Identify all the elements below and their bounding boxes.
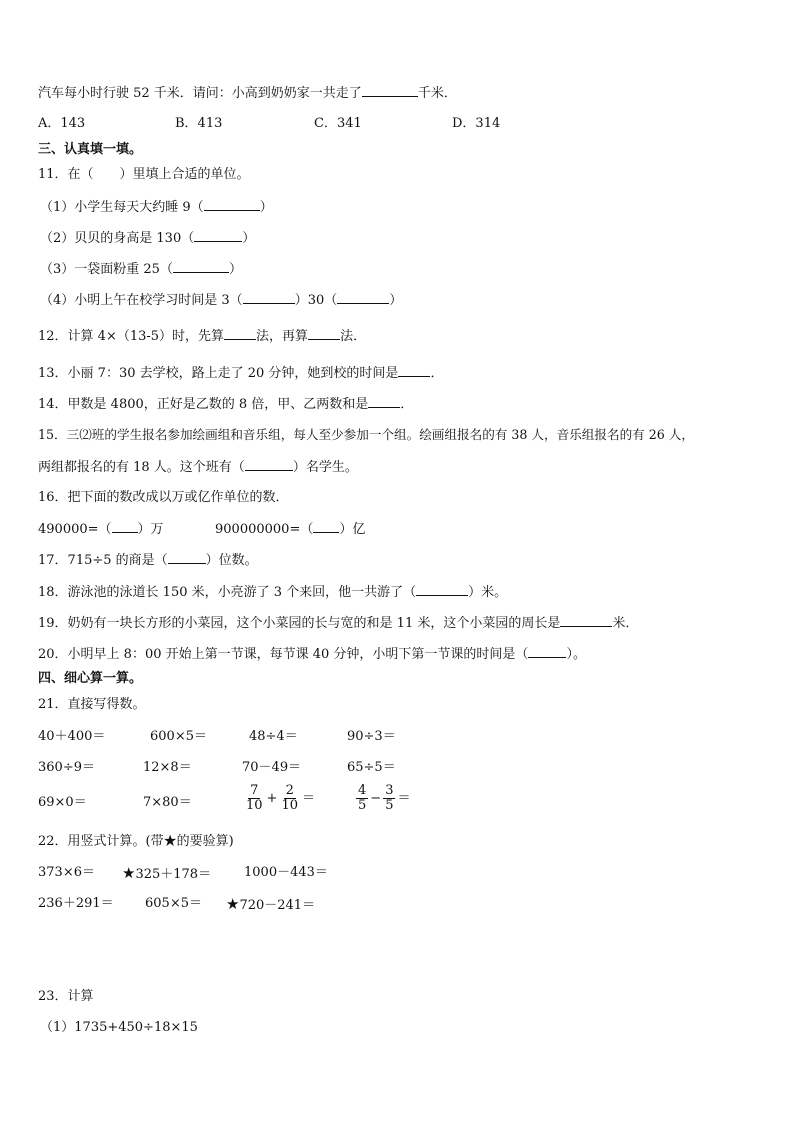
question-11-item-2 xyxy=(40,229,255,248)
question-15-line-1: 15．三⑵班的学生报名参加绘画组和音乐组，每人至少参加一个组。绘画组报名的有 38 人，音乐组报名的有 26 人， xyxy=(38,427,694,442)
answer-blank[interactable] xyxy=(528,645,566,658)
question-text: ）米。 xyxy=(468,585,508,600)
question-11-item-1 xyxy=(40,198,273,217)
question-text: 18．游泳池的泳道长 150 米，小亮游了 3 个来回，他一共游了（ xyxy=(38,585,417,600)
calc-item: 605×5＝ xyxy=(145,896,202,911)
fraction xyxy=(242,784,267,813)
equals-sign: ＝ xyxy=(302,791,316,806)
numerator: 2 xyxy=(285,783,294,798)
fraction xyxy=(354,784,370,813)
question-text: 20．小明早上 8：00 开始上第一节课，每节课 40 分钟，小明下第一节课的时间是（ xyxy=(38,647,529,662)
option-a[interactable]: A．143 xyxy=(38,116,86,131)
answer-blank[interactable] xyxy=(245,458,293,471)
denominator: 10 xyxy=(281,798,298,813)
calc-text: 720－241＝ xyxy=(239,898,316,913)
answer-blank[interactable] xyxy=(368,395,400,408)
item-text: （1）小学生每天大约睡 9（ xyxy=(40,200,204,215)
calc-item: 236＋291＝ xyxy=(38,896,114,911)
answer-blank[interactable] xyxy=(337,291,389,304)
answer-blank[interactable] xyxy=(362,84,418,97)
option-b[interactable]: B．413 xyxy=(175,116,223,131)
question-text: 19．奶奶有一块长方形的小菜园，这个小菜园的长与宽的和是 11 米，这个小菜园的周长是 xyxy=(38,616,561,631)
question-text: 米． xyxy=(612,616,639,631)
question-text: 法，再算 xyxy=(256,329,309,344)
question-text: ）万 xyxy=(137,522,164,537)
operator: − xyxy=(370,791,382,806)
answer-blank[interactable] xyxy=(194,229,242,242)
question-text: 两组都报名的有 18 人。这个班有（ xyxy=(38,460,245,475)
denominator: 5 xyxy=(385,798,394,813)
question-text: 12．计算 4×（13-5）时，先算 xyxy=(38,329,225,344)
item-text: （4）小明上午在校学习时间是 3（ xyxy=(40,293,243,308)
continued-question-line xyxy=(38,84,457,103)
calc-item: 90÷3＝ xyxy=(347,729,396,744)
calc-item: 1000－443＝ xyxy=(244,865,328,880)
question-text: 汽车每小时行驶 52 千米．请问：小高到奶奶家一共走了 xyxy=(38,86,362,101)
calc-item: 70－49＝ xyxy=(242,760,302,775)
denominator: 10 xyxy=(246,798,263,813)
fraction xyxy=(381,784,397,813)
option-d[interactable]: D．314 xyxy=(452,116,501,131)
item-text: （2）贝贝的身高是 130（ xyxy=(40,231,195,246)
question-12 xyxy=(38,327,366,346)
question-text: ）位数。 xyxy=(205,553,258,568)
equals-sign: ＝ xyxy=(397,791,411,806)
answer-blank[interactable] xyxy=(243,291,295,304)
question-18 xyxy=(38,583,507,602)
question-text: 法． xyxy=(340,329,367,344)
calc-item: 12×8＝ xyxy=(143,760,192,775)
fraction xyxy=(277,784,302,813)
question-13 xyxy=(38,364,443,383)
calc-item: 373×6＝ xyxy=(38,865,95,880)
question-text: 490000=（ xyxy=(38,522,112,537)
question-19 xyxy=(38,614,638,633)
answer-blank[interactable] xyxy=(168,551,206,564)
question-text: 17．715÷5 的商是（ xyxy=(38,553,168,568)
operator: + xyxy=(266,791,278,806)
calc-item: 48÷4＝ xyxy=(249,729,298,744)
answer-blank[interactable] xyxy=(204,198,260,211)
calc-item: 7×80＝ xyxy=(143,795,192,810)
calc-item: 360÷9＝ xyxy=(38,760,95,775)
question-text: ． xyxy=(430,366,444,381)
numerator: 3 xyxy=(385,783,394,798)
star-icon: ★ xyxy=(122,864,136,882)
answer-blank[interactable] xyxy=(308,327,340,340)
numerator: 4 xyxy=(358,783,367,798)
question-23-stem: 23．计算 xyxy=(38,989,94,1004)
answer-blank[interactable] xyxy=(224,327,256,340)
fraction-expression-2 xyxy=(354,784,410,813)
option-c[interactable]: C．341 xyxy=(314,116,362,131)
question-22-stem: 22．用竖式计算。(带★的要验算) xyxy=(38,834,234,849)
question-text: 900000000=（ xyxy=(215,522,314,537)
item-text: ） xyxy=(228,262,242,277)
denominator: 5 xyxy=(358,798,367,813)
item-text: ） xyxy=(259,200,273,215)
question-16-part-b xyxy=(215,520,365,539)
calc-text: 325＋178＝ xyxy=(135,867,212,882)
question-16-part-a xyxy=(38,520,164,539)
question-text: 14．甲数是 4800，正好是乙数的 8 倍，甲、乙两数和是 xyxy=(38,397,369,412)
fraction-expression-1 xyxy=(242,784,315,813)
answer-blank[interactable] xyxy=(173,260,229,273)
question-text: ）名学生。 xyxy=(292,460,358,475)
answer-blank[interactable] xyxy=(560,614,612,627)
question-text: ）。 xyxy=(566,647,586,662)
answer-blank[interactable] xyxy=(313,520,339,533)
section-heading: 四、细心算一算。 xyxy=(38,671,143,686)
question-14 xyxy=(38,395,413,414)
answer-blank[interactable] xyxy=(398,364,430,377)
item-text: ）30（ xyxy=(294,293,338,308)
question-11-stem: 11．在（ ）里填上合适的单位。 xyxy=(38,167,250,182)
question-text: ）亿 xyxy=(339,522,366,537)
item-text: ） xyxy=(242,231,256,246)
calc-item-starred xyxy=(122,864,211,884)
calc-item: 65÷5＝ xyxy=(347,760,396,775)
question-11-item-3 xyxy=(40,260,242,279)
item-text: ） xyxy=(389,293,403,308)
item-text: （3）一袋面粉重 25（ xyxy=(40,262,173,277)
question-text: ． xyxy=(400,397,414,412)
answer-blank[interactable] xyxy=(416,583,468,596)
answer-blank[interactable] xyxy=(112,520,138,533)
calc-item: 40＋400＝ xyxy=(38,729,106,744)
question-text: 千米． xyxy=(417,86,457,101)
question-20 xyxy=(38,645,586,664)
question-11-item-4 xyxy=(40,291,402,310)
calc-item: 600×5＝ xyxy=(150,729,207,744)
question-21-stem: 21．直接写得数。 xyxy=(38,697,146,712)
question-16-stem: 16．把下面的数改成以万或亿作单位的数． xyxy=(38,490,289,505)
section-heading: 三、认真填一填。 xyxy=(38,142,143,157)
question-23-item-1: （1）1735+450÷18×15 xyxy=(40,1020,198,1035)
calc-item-starred xyxy=(226,895,315,915)
numerator: 7 xyxy=(250,783,259,798)
question-15-line-2 xyxy=(38,458,358,477)
star-icon: ★ xyxy=(226,895,240,913)
question-17 xyxy=(38,551,258,570)
calc-item: 69×0＝ xyxy=(38,795,87,810)
question-text: 13．小丽 7：30 去学校，路上走了 20 分钟，她到校的时间是 xyxy=(38,366,399,381)
